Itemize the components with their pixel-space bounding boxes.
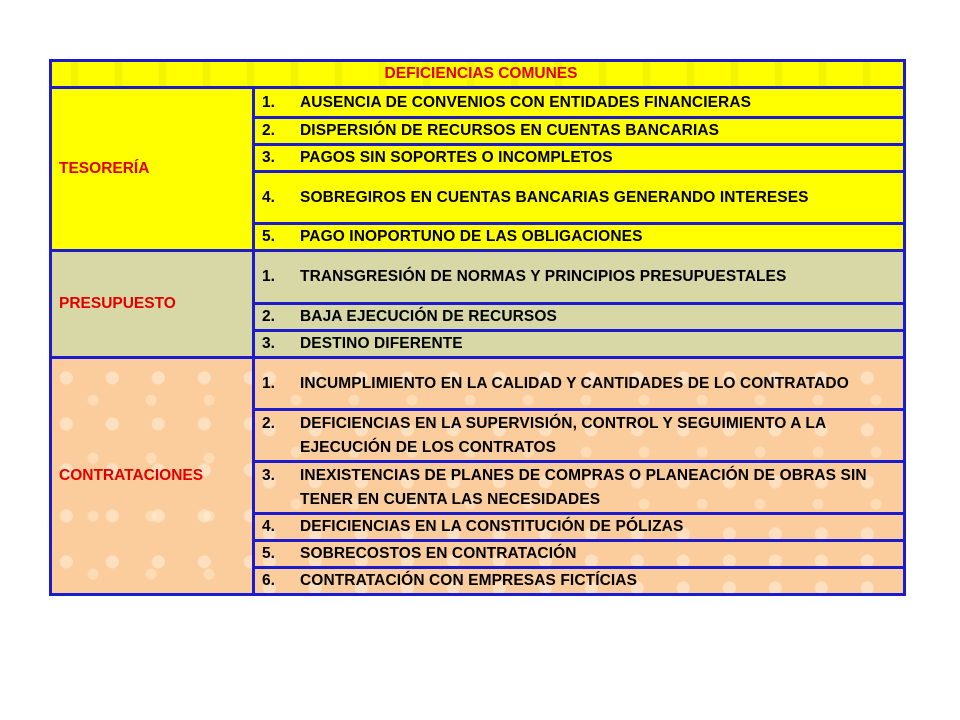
contrataciones-item-4 [254, 514, 905, 541]
item-text: SOBREGIROS EN CUENTAS BANCARIAS GENERANDO INTERESES [300, 188, 809, 206]
item-text: DEFICIENCIAS EN LA SUPERVISIÓN, CONTROL Y SEGUIMIENTO A LA EJECUCIÓN DE LOS CONTRATOS [300, 414, 826, 456]
contrataciones-item-6 [254, 568, 905, 595]
item-text: PAGO INOPORTUNO DE LAS OBLIGACIONES [300, 228, 643, 245]
tesoreria-item-5 [254, 224, 905, 251]
table-row [51, 251, 905, 304]
item-text: BAJA EJECUCIÓN DE RECURSOS [300, 308, 557, 325]
item-number: 4. [262, 188, 275, 206]
table-row [51, 358, 905, 410]
tesoreria-item-3 [254, 145, 905, 172]
item-number: 6. [262, 572, 275, 589]
table-row [51, 88, 905, 118]
category-contrataciones: CONTRATACIONES [51, 358, 254, 595]
table-header-row [51, 61, 905, 88]
item-text: PAGOS SIN SOPORTES O INCOMPLETOS [300, 149, 613, 166]
item-number: 1. [262, 93, 275, 111]
contrataciones-item-5 [254, 541, 905, 568]
item-text: TRANSGRESIÓN DE NORMAS Y PRINCIPIOS PRESUPUESTALES [300, 268, 787, 285]
item-number: 2. [262, 414, 275, 432]
item-text: AUSENCIA DE CONVENIOS CON ENTIDADES FINANCIERAS [300, 93, 752, 111]
item-number: 2. [262, 308, 275, 325]
presupuesto-item-2 [254, 304, 905, 331]
item-number: 3. [262, 466, 275, 484]
item-text: DISPERSIÓN DE RECURSOS EN CUENTAS BANCARIAS [300, 122, 720, 139]
item-number: 2. [262, 122, 275, 139]
presupuesto-item-1 [254, 251, 905, 304]
deficiencies-table [49, 59, 906, 596]
item-number: 5. [262, 545, 275, 562]
contrataciones-item-3 [254, 462, 905, 514]
item-number: 1. [262, 374, 275, 392]
category-tesoreria: TESORERÍA [51, 88, 254, 251]
item-number: 1. [262, 268, 275, 285]
item-number: 3. [262, 335, 275, 352]
item-number: 5. [262, 228, 275, 245]
item-text: SOBRECOSTOS EN CONTRATACIÓN [300, 545, 577, 562]
contrataciones-item-1 [254, 358, 905, 410]
item-text: INEXISTENCIAS DE PLANES DE COMPRAS O PLANEACIÓN DE OBRAS SIN TENER EN CUENTA LAS NECESIDADES [300, 466, 867, 508]
contrataciones-item-2 [254, 410, 905, 462]
item-text: DESTINO DIFERENTE [300, 335, 463, 352]
tesoreria-item-4 [254, 172, 905, 224]
item-text: CONTRATACIÓN CON EMPRESAS FICTÍCIAS [300, 572, 638, 589]
category-presupuesto: PRESUPUESTO [51, 251, 254, 358]
item-text: INCUMPLIMIENTO EN LA CALIDAD Y CANTIDADES DE LO CONTRATADO [300, 374, 849, 392]
item-text: DEFICIENCIAS EN LA CONSTITUCIÓN DE PÓLIZAS [300, 518, 684, 535]
tesoreria-item-1 [254, 88, 905, 118]
item-number: 3. [262, 149, 275, 166]
table-title: DEFICIENCIAS COMUNES [51, 61, 905, 88]
tesoreria-item-2 [254, 118, 905, 145]
presupuesto-item-3 [254, 331, 905, 358]
item-number: 4. [262, 518, 275, 535]
